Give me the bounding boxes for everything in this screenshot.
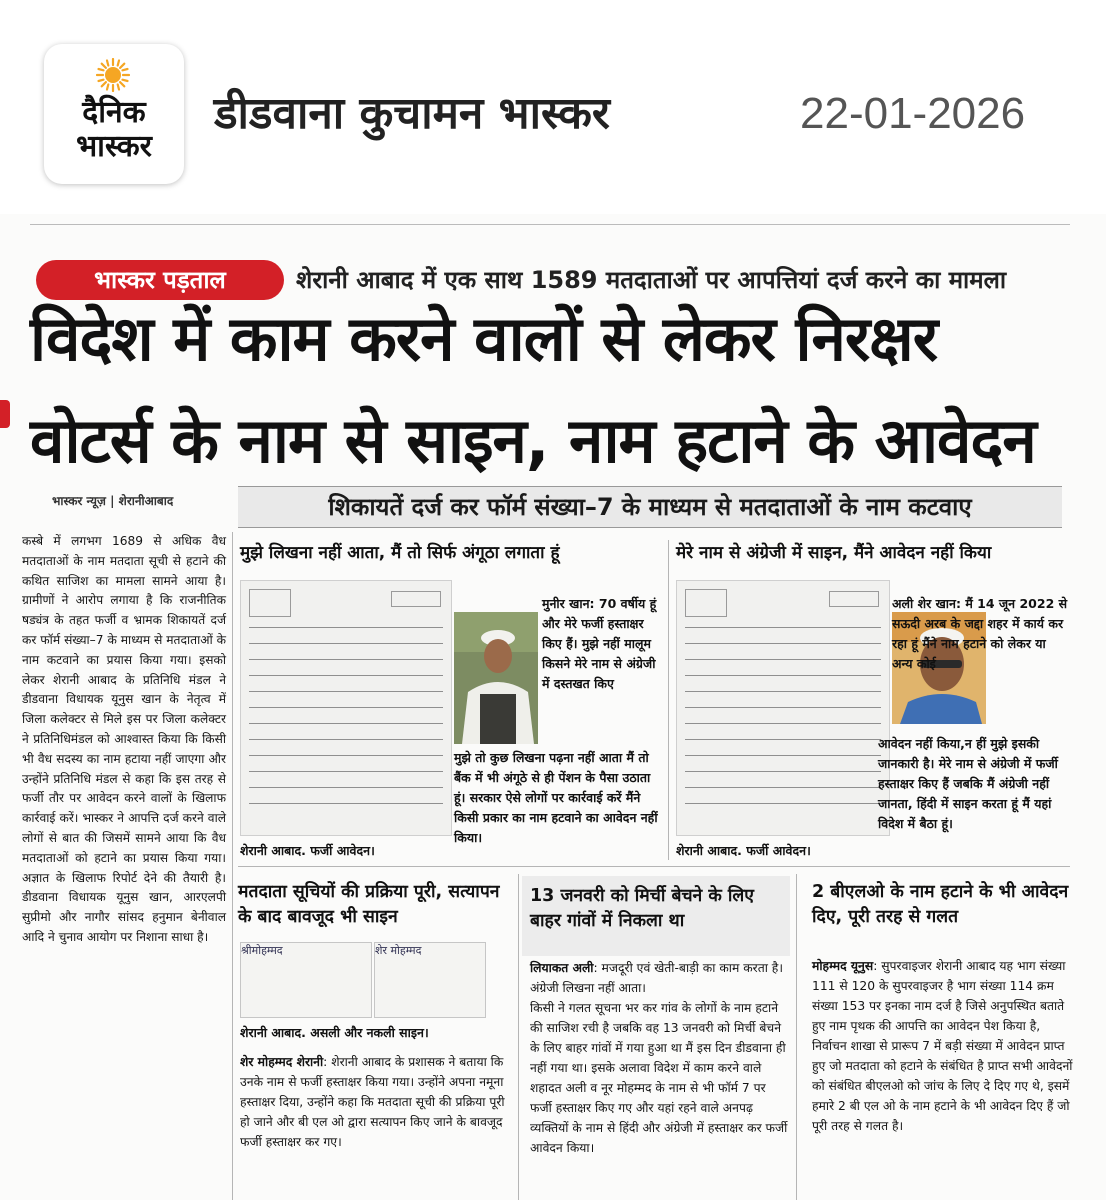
original-signature-stamp (240, 942, 372, 1018)
row-divider (238, 866, 1070, 867)
stamp1-text: श्रीमोहम्मद (241, 944, 283, 957)
section-tag-label: भास्कर पड़ताल (94, 266, 226, 294)
dainik-bhaskar-logo[interactable] (44, 44, 184, 184)
col1-body: : शेरानी आबाद के प्रशासक ने बताया कि उनके नाम से फर्जी हस्ताक्षर किया गया। उन्होंने अपना नमूना हस्ताक्षर दिया, उन्होंने कहा कि मतदाता सूची की प्रक्रिया पूरी हो जाने और बी एल ओ द्वारा सत्यापन किए जाने के बावजूद फर्जी हस्ताक्षर कर गए। (240, 1055, 505, 1149)
top-rule (30, 224, 1070, 225)
stamp2-text: शेर मोहम्मद (375, 944, 422, 957)
kicker: शेरानी आबाद में एक साथ 1589 मतदाताओं पर आपत्तियां दर्ज करने का मामला (296, 266, 1007, 294)
edition-title: डीडवाना कुचामन भास्कर (214, 88, 610, 139)
box2-quote-top-text: : मैं 14 जून 2022 से सऊदी अरब के जद्दा शहर में कार्य कर रहा हूं मैंने नाम हटाने को लेकर या अन्य कोई (892, 596, 1068, 671)
box1-caption: शेरानी आबाद. फर्जी आवेदन। (240, 843, 375, 858)
edge-marker (0, 400, 10, 428)
byline: भास्कर न्यूज़ | शेरानीआबाद (52, 494, 174, 508)
box1-quote-top (542, 594, 662, 694)
section-tag (36, 260, 284, 300)
box2-quote-bottom: आवेदन नहीं किया,न हीं मुझे इसकी जानकारी है। मेरे नाम से अंग्रेजी में फर्जी हस्ताक्षर किए हैं जबकि मैं अंग्रेजी नहीं जानता, हिंदी में साइन करता हूं मैं यहां विदेश में बैठा हूं। (878, 736, 1058, 831)
column-divider (518, 874, 519, 1200)
box-divider (668, 540, 669, 860)
app-header (0, 0, 1106, 200)
col2-text (530, 958, 788, 1158)
logo-text-line2: भास्कर (76, 129, 152, 164)
col1-name: शेर मोहम्मद शेरानी (240, 1055, 324, 1069)
col2-heading: 13 जनवरी को मिर्ची बेचने के लिए बाहर गांवों में निकला था (530, 886, 754, 931)
column-divider (232, 532, 233, 1200)
box2-name: अली शेर खान (892, 596, 956, 611)
col3-text (812, 956, 1078, 1136)
box2-heading: मेरे नाम से अंग्रेजी में साइन, मैंने आवेदन नहीं किया (676, 543, 992, 563)
box1-quote-bottom: मुझे तो कुछ लिखना पढ़ना नहीं आता मैं तो बैंक में भी अंगूठे से ही पेंशन के पैसा उठाता हूं। सरकार ऐसे लोगों पर कार्रवाई करें मैंने किसी प्रकार का नाम हटवाने का आवेदन नहीं किया। (454, 750, 658, 845)
col2-name: लियाकत अली (530, 961, 594, 975)
headline-line2: वोटर्स के नाम से साइन, नाम हटाने के आवेदन (30, 404, 1036, 477)
col2-body2: किसी ने गलत सूचना भर कर गांव के लोगों के नाम हटाने की साजिश रची है जबकि वह 13 जनवरी को मिर्ची बेचने के लिए बाहर गांवों में गया हुआ था मैं इस दिन डीडवाना ही नहीं गया था। इसके अलावा विदेश में काम करने वाले शहादत अली व नूर मोहम्मद के नाम से भी फॉर्म 7 पर फर्जी हस्ताक्षर किए गए और यहां रहने वाले अनपढ़ व्यक्तियों के नाम से हिंदी और अंग्रेजी में हस्ताक्षर कर फर्जी आवेदन किया। (530, 1001, 788, 1155)
col1-caption: शेरानी आबाद. असली और नकली साइन। (240, 1025, 429, 1040)
headline-line1: विदेश में काम करने वालों से लेकर निरक्षर (30, 302, 938, 375)
subhead: शिकायतें दर्ज कर फॉर्म संख्या–7 के माध्यम से मतदाताओं के नाम कटवाए (328, 493, 972, 521)
lead-paragraph: कस्बे में लगभग 1689 से अधिक वैध मतदाताओं के नाम मतदाता सूची से हटाने की कथित साजिश का मामला सामने आया है। ग्रामीणों ने आरोप लगाया है कि राजनीतिक षड्यंत्र के तहत फर्जी व भ्रामक शिकायतें दर्ज कर फॉर्म संख्या–7 के माध्यम से मतदाताओं के नाम कटवाने का प्रयास किया गया। इसको लेकर शेरानी आबाद के प्रतिनिधि मंडल ने डीडवाना विधायक यूनुस खान के नेतृत्व में जिला कलेक्टर से मिले इस पर जिला कलेक्टर ने प्रतिनिधिमंडल को आश्वास्त किया कि किसी भी वैध सदस्य का नाम हटाया नहीं जाएगा और उन्होंने प्रतिनिधि मंडल से कहा कि इस तरह से फर्जी तौर पर आवेदन करने वालों के खिलाफ कार्रवाई करें। भास्कर ने आपत्ति दर्ज करने वाले लोगों से बात की जिसमें सामने आया कि वैध मतदाताओं को हटाने का प्रयास किया गया। अज्ञात के खिलाफ रिपोर्ट देने की तैयारी है। डीडवाना विधायक यूनुस खान, आरएलपी सुप्रीमो और नागौर सांसद हनुमान बेनीवाल आदि ने चुनाव आयोग पर निशाना साधा है। (22, 534, 226, 944)
col3-heading: 2 बीएलओ के नाम हटाने के भी आवेदन दिए, पूरी तरह से गलत (812, 882, 1069, 927)
col2-body1: : मजदूरी एवं खेती-बाड़ी का काम करता है। अंग्रेजी लिखना नहीं आता। (530, 961, 783, 995)
col3-body: : सुपरवाइजर शेरानी आबाद यह भाग संख्या 111 से 120 के सुपरवाइजर है भाग संख्या 114 क्रम संख्या 153 पर इनका नाम दर्ज है जिसे अनुपस्थित बताते हुए नाम पृथक की आपत्ति का आवेदन पेश किया है, निर्वाचन शाखा से प्रारूप 7 में बड़ी संख्या में आवेदन प्राप्त हुए जो मतदाता को हटाने के संबंधित है प्राप्त सभी आवेदनों को संबंधित बीएलओ को जांच के लिए दे दिए गए थे, इसमें हमारे 2 बी एल ओ के नाम हटाने के भी आवेदन दिए हैं जो पूरी तरह से गलत है। (812, 959, 1073, 1133)
subhead-banner (238, 486, 1062, 528)
munir-khan-photo (454, 612, 538, 744)
box1-form-image (240, 580, 452, 836)
logo-text-line1: दैनिक (82, 95, 146, 130)
column-divider (796, 874, 797, 1200)
col3-name: मोहम्मद यूनुस (812, 959, 874, 973)
box1-quote-top-text: : 70 वर्षीय हूं और मेरे फर्जी हस्ताक्षर किए हैं। मुझे नहीं मालूम किसने मेरे नाम से अंग्रेजी में दस्तखत किए (542, 596, 657, 691)
col1-heading: मतदाता सूचियों की प्रक्रिया पूरी, सत्यापन के बाद बावजूद भी साइन (238, 882, 500, 927)
box2-caption: शेरानी आबाद. फर्जी आवेदन। (676, 843, 811, 858)
sun-icon (96, 58, 130, 92)
box2-form-image (676, 580, 890, 836)
box1-heading: मुझे लिखना नहीं आता, मैं तो सिर्फ अंगूठा लगाता हूं (240, 543, 560, 563)
box1-name: मुनीर खान (542, 596, 590, 611)
col1-text (240, 1052, 508, 1152)
fake-signature-stamp (374, 942, 486, 1018)
lead-column (22, 532, 226, 948)
newspaper-clipping (0, 214, 1106, 1200)
edition-date: 22-01-2026 (800, 89, 1026, 138)
box2-quote-top (892, 594, 1068, 674)
